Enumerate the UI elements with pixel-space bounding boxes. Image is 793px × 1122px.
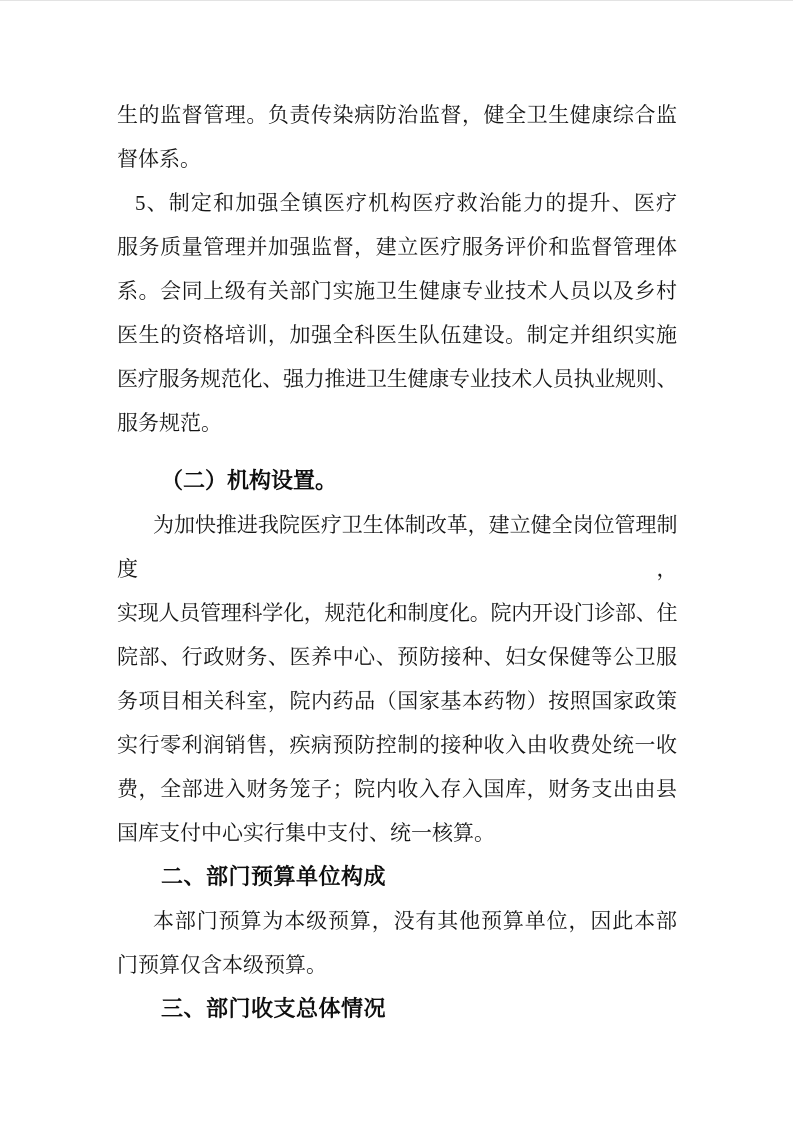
- text-line: 门预算仅含本级预算。: [117, 953, 327, 977]
- text-line: 生的监督管理。负责传染病防治监督，健全卫生健康综合监: [117, 103, 677, 127]
- text-line: 为加快推进我院医疗卫生体制改革，建立健全岗位管理制度，: [117, 513, 677, 581]
- text-line: 院部、行政财务、医养中心、预防接种、妇女保健等公卫服: [117, 645, 677, 669]
- text-line: 医疗服务规范化、强力推进卫生健康专业技术人员执业规则、: [117, 367, 677, 391]
- text-line: 费，全部进入财务笼子；院内收入存入国库，财务支出由县: [117, 777, 677, 801]
- text-line: 5、制定和加强全镇医疗机构医疗救治能力的提升、医疗: [135, 191, 677, 215]
- document-content: [117, 93, 677, 1031]
- text-line: 系。会同上级有关部门实施卫生健康专业技术人员以及乡村: [117, 279, 677, 303]
- text-line: 本部门预算为本级预算，没有其他预算单位，因此本部: [153, 909, 677, 933]
- paragraph-org-setup: [117, 503, 677, 855]
- text-line: 实行零利润销售，疾病预防控制的接种收入由收费处统一收: [117, 733, 677, 757]
- heading-org-setup: （二）机构设置。: [161, 468, 338, 493]
- heading-revenue-expenditure-overview: 三、部门收支总体情况: [161, 996, 387, 1021]
- text-line: 务项目相关科室，院内药品（国家基本药物）按照国家政策: [117, 689, 677, 713]
- text-line: 国库支付中心实行集中支付、统一核算。: [117, 821, 495, 845]
- text-line: 医生的资格培训，加强全科医生队伍建设。制定并组织实施: [117, 323, 677, 347]
- paragraph-budget-unit-composition: [117, 899, 677, 987]
- text-line: 督体系。: [117, 147, 201, 171]
- paragraph-supervision-continuation: [117, 93, 677, 181]
- heading-budget-unit-composition: 二、部门预算单位构成: [161, 864, 387, 889]
- text-line: 实现人员管理科学化，规范化和制度化。院内开设门诊部、住: [117, 601, 677, 625]
- text-line: 服务质量管理并加强监督，建立医疗服务评价和监督管理体: [117, 235, 677, 259]
- paragraph-item-5: [117, 181, 677, 445]
- text-line: 服务规范。: [117, 411, 222, 435]
